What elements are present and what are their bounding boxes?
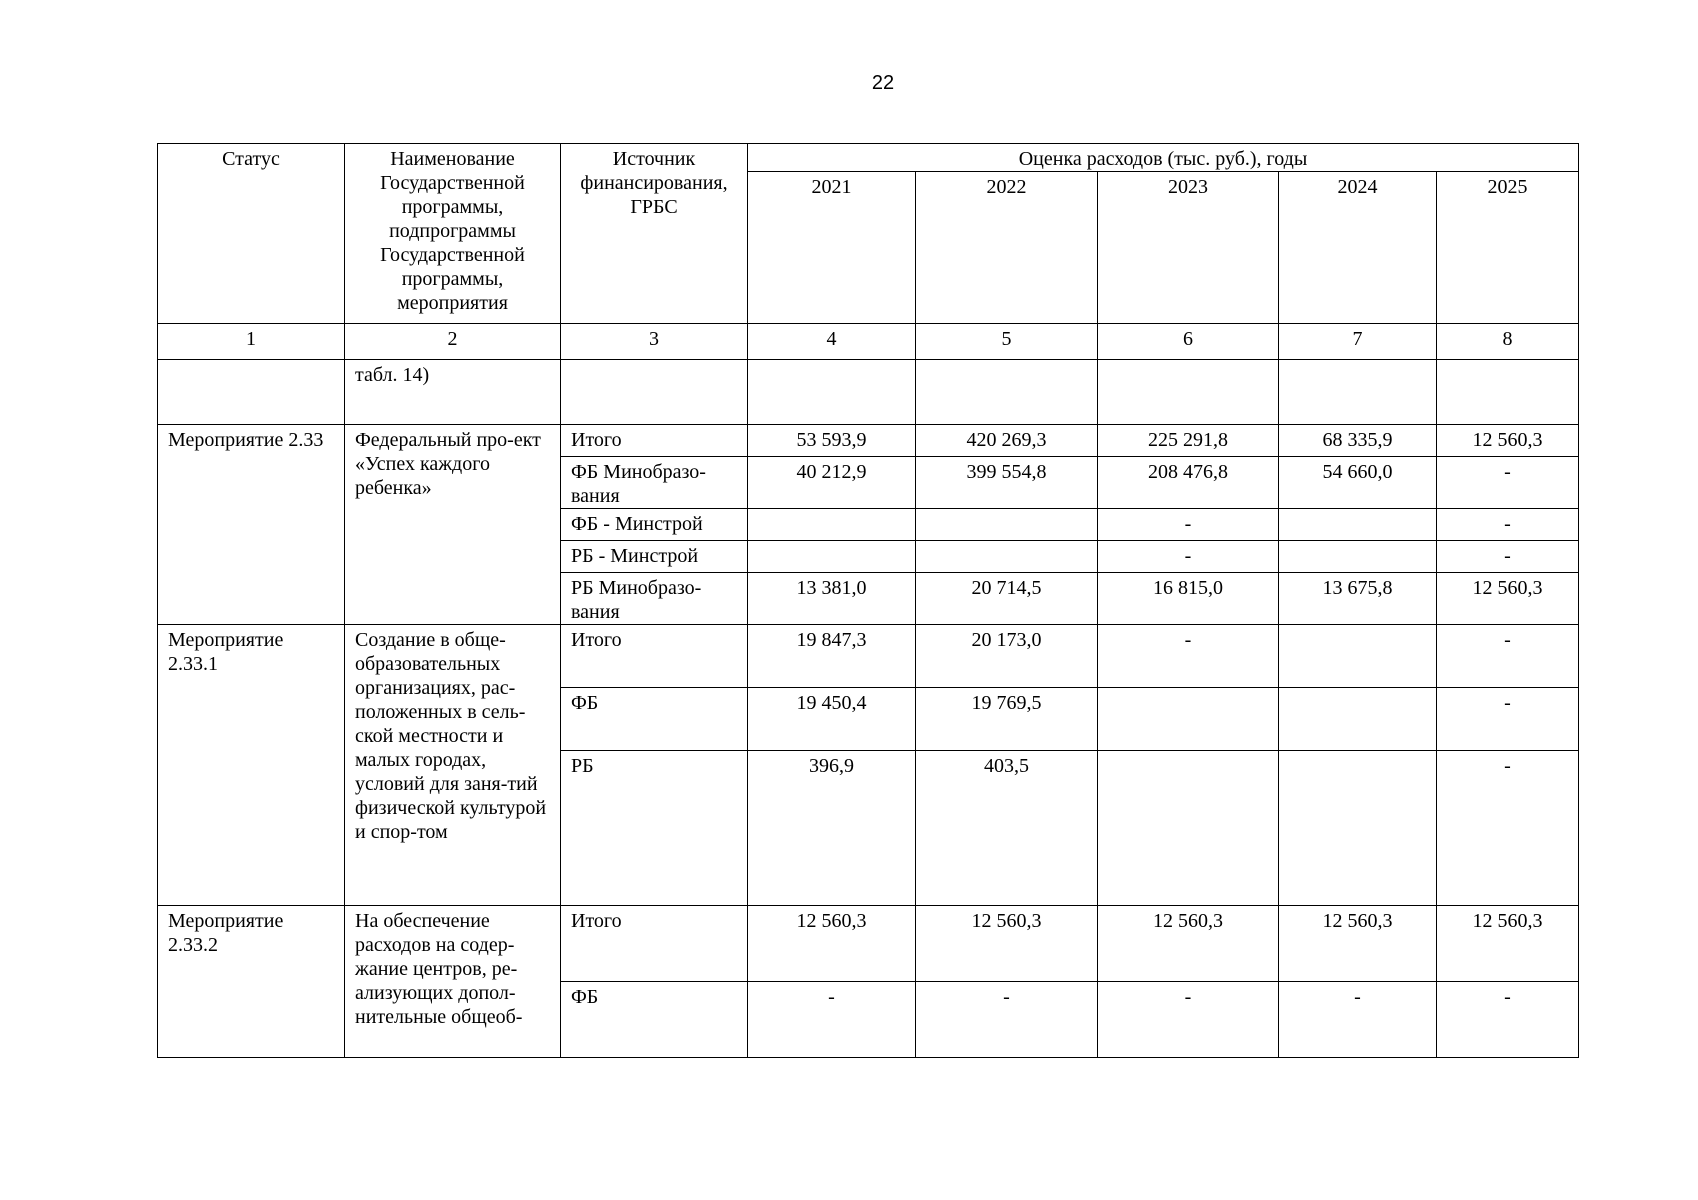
expense-value: 54 660,0 <box>1279 457 1437 509</box>
activity-2-33-2-row <box>158 906 1579 982</box>
header-year: 2024 <box>1279 172 1437 324</box>
header-year: 2022 <box>916 172 1098 324</box>
funding-source: ФБ - Минстрой <box>561 509 748 541</box>
expense-value: 68 335,9 <box>1279 425 1437 457</box>
expense-value <box>1279 751 1437 906</box>
column-number: 4 <box>748 324 916 360</box>
expense-value: 13 381,0 <box>748 573 916 625</box>
expense-value: 12 560,3 <box>1437 573 1579 625</box>
expense-value: - <box>1098 509 1279 541</box>
header-status: Статус <box>158 144 345 324</box>
activity-status: Мероприятие 2.33.2 <box>158 906 345 1058</box>
activity-2-33-1-row <box>158 625 1579 688</box>
expense-value <box>916 541 1098 573</box>
funding-source: Итого <box>561 625 748 688</box>
header-source: Источник финансирования, ГРБС <box>561 144 748 324</box>
activity-2-33-row <box>158 425 1579 457</box>
expense-value: 208 476,8 <box>1098 457 1279 509</box>
header-row <box>158 144 1579 172</box>
header-year: 2023 <box>1098 172 1279 324</box>
cell <box>158 360 345 425</box>
funding-source: ФБ <box>561 982 748 1058</box>
header-year: 2025 <box>1437 172 1579 324</box>
activity-name: Создание в обще-образовательных организациях, рас-положенных в сель-ской местности и малых городах, условий для заня-тий физической культурой и спор-том <box>345 625 561 906</box>
expense-value <box>1279 509 1437 541</box>
header-year: 2021 <box>748 172 916 324</box>
expense-value: - <box>1437 751 1579 906</box>
expense-value: - <box>1437 457 1579 509</box>
expense-value <box>1279 688 1437 751</box>
funding-source: Итого <box>561 906 748 982</box>
expense-value: 19 769,5 <box>916 688 1098 751</box>
cell <box>1437 360 1579 425</box>
activity-name: На обеспечение расходов на содер-жание центров, ре-ализующих допол-нительные общеоб- <box>345 906 561 1058</box>
expenses-table <box>157 143 1579 1058</box>
expense-value <box>748 541 916 573</box>
expense-value: 12 560,3 <box>1437 425 1579 457</box>
funding-source: РБ Минобразо-вания <box>561 573 748 625</box>
expense-value: 399 554,8 <box>916 457 1098 509</box>
expense-value: - <box>1098 541 1279 573</box>
expense-value <box>748 509 916 541</box>
expense-value: - <box>748 982 916 1058</box>
header-name: Наименование Государственной программы, подпрограммы Государственной программы, мероприятия <box>345 144 561 324</box>
cell <box>561 360 748 425</box>
expense-value: 16 815,0 <box>1098 573 1279 625</box>
column-number: 1 <box>158 324 345 360</box>
cell <box>748 360 916 425</box>
expense-value: 403,5 <box>916 751 1098 906</box>
page-number: 22 <box>871 72 895 94</box>
column-number: 5 <box>916 324 1098 360</box>
expense-value: 13 675,8 <box>1279 573 1437 625</box>
expense-value <box>1279 625 1437 688</box>
column-number: 3 <box>561 324 748 360</box>
expense-value: 20 714,5 <box>916 573 1098 625</box>
cell <box>916 360 1098 425</box>
expense-value <box>1279 541 1437 573</box>
expense-value: - <box>1098 982 1279 1058</box>
funding-source: РБ - Минстрой <box>561 541 748 573</box>
expense-value: 20 173,0 <box>916 625 1098 688</box>
expense-value: 19 450,4 <box>748 688 916 751</box>
expense-value: - <box>1098 625 1279 688</box>
expense-value: - <box>1437 625 1579 688</box>
expense-value: 12 560,3 <box>1098 906 1279 982</box>
expense-value: 19 847,3 <box>748 625 916 688</box>
activity-status: Мероприятие 2.33.1 <box>158 625 345 906</box>
column-number: 8 <box>1437 324 1579 360</box>
continuation-name: табл. 14) <box>345 360 561 425</box>
expense-value: 40 212,9 <box>748 457 916 509</box>
column-number: 7 <box>1279 324 1437 360</box>
cell <box>1279 360 1437 425</box>
expense-value <box>1098 688 1279 751</box>
expense-value: 396,9 <box>748 751 916 906</box>
expense-value: - <box>1437 541 1579 573</box>
expense-value: - <box>1279 982 1437 1058</box>
expense-value: 12 560,3 <box>748 906 916 982</box>
expense-value: - <box>1437 688 1579 751</box>
activity-name: Федеральный про-ект «Успех каждого ребенка» <box>345 425 561 625</box>
funding-source: ФБ <box>561 688 748 751</box>
funding-source: РБ <box>561 751 748 906</box>
expense-value <box>916 509 1098 541</box>
expense-value: - <box>916 982 1098 1058</box>
funding-source: Итого <box>561 425 748 457</box>
expense-value: 12 560,3 <box>916 906 1098 982</box>
column-number: 2 <box>345 324 561 360</box>
column-number: 6 <box>1098 324 1279 360</box>
expense-value: - <box>1437 509 1579 541</box>
expense-value <box>1098 751 1279 906</box>
funding-source: ФБ Минобразо-вания <box>561 457 748 509</box>
expense-value: 12 560,3 <box>1437 906 1579 982</box>
continuation-row <box>158 360 1579 425</box>
expense-value: 420 269,3 <box>916 425 1098 457</box>
activity-status: Мероприятие 2.33 <box>158 425 345 625</box>
expense-value: 53 593,9 <box>748 425 916 457</box>
expense-value: 225 291,8 <box>1098 425 1279 457</box>
header-expenses: Оценка расходов (тыс. руб.), годы <box>748 144 1579 172</box>
expense-value: - <box>1437 982 1579 1058</box>
expense-value: 12 560,3 <box>1279 906 1437 982</box>
cell <box>1098 360 1279 425</box>
column-number-row <box>158 324 1579 360</box>
